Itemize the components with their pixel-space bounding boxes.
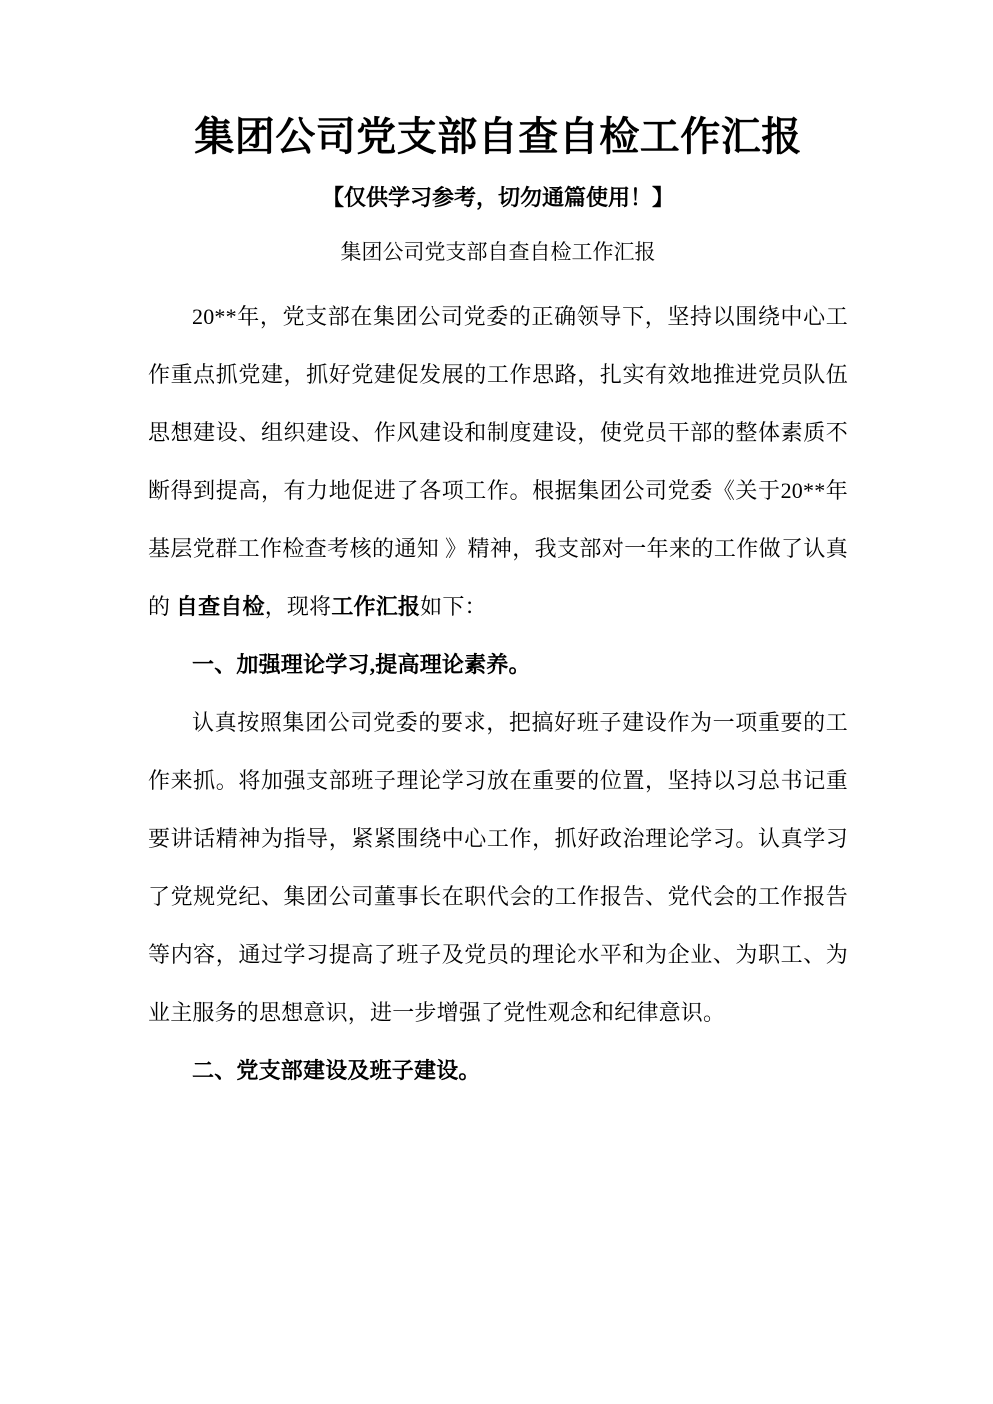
- run-text: ，现将: [264, 593, 332, 619]
- document-subtitle: 【仅供学习参考，切勿通篇使用！】: [321, 185, 674, 210]
- run-text: 如下：: [420, 593, 487, 619]
- document-body: [148, 266, 848, 1100]
- document-repeated-heading: 集团公司党支部自查自检工作汇报: [340, 239, 656, 264]
- section-heading-1: 一、加强理论学习,提高理论素养。: [192, 651, 531, 677]
- section-heading-2: 二、党支部建设及班子建设。: [192, 1057, 481, 1083]
- run-text: 20**年，党支部在集团公司党委的正确领导下，坚持以围绕中心工作重点抓党建，抓好党建促发展的工作思路，扎实有效地推进党员队伍思想建设、组织建设、作风建设和制度建设，使党员干部的整体素质不断得到提高，有力地促进了各项工作。根据集团公司党委《关于20**年基层党群工作检查考核的通知 》精神，我支部对一年来的工作做了认真的: [148, 303, 848, 619]
- document-content: [148, 0, 848, 1100]
- page-title: 集团公司党支部自查自检工作汇报: [194, 115, 802, 159]
- run-text-bold-gongzuohuibao: 工作汇报: [331, 593, 421, 619]
- paragraph-intro: [148, 288, 848, 636]
- paragraph-section-1-body: 认真按照集团公司党委的要求，把搞好班子建设作为一项重要的工作来抓。将加强支部班子理论学习放在重要的位置，坚持以习总书记重要讲话精神为指导，紧紧围绕中心工作，抓好政治理论学习。认真学习了党规党纪、集团公司董事长在职代会的工作报告、党代会的工作报告等内容，通过学习提高了班子及党员的理论水平和为企业、为职工、为业主服务的思想意识，进一步增强了党性观念和纪律意识。: [148, 709, 848, 1025]
- run-text-bold-zichazijian: 自查自检: [175, 593, 265, 619]
